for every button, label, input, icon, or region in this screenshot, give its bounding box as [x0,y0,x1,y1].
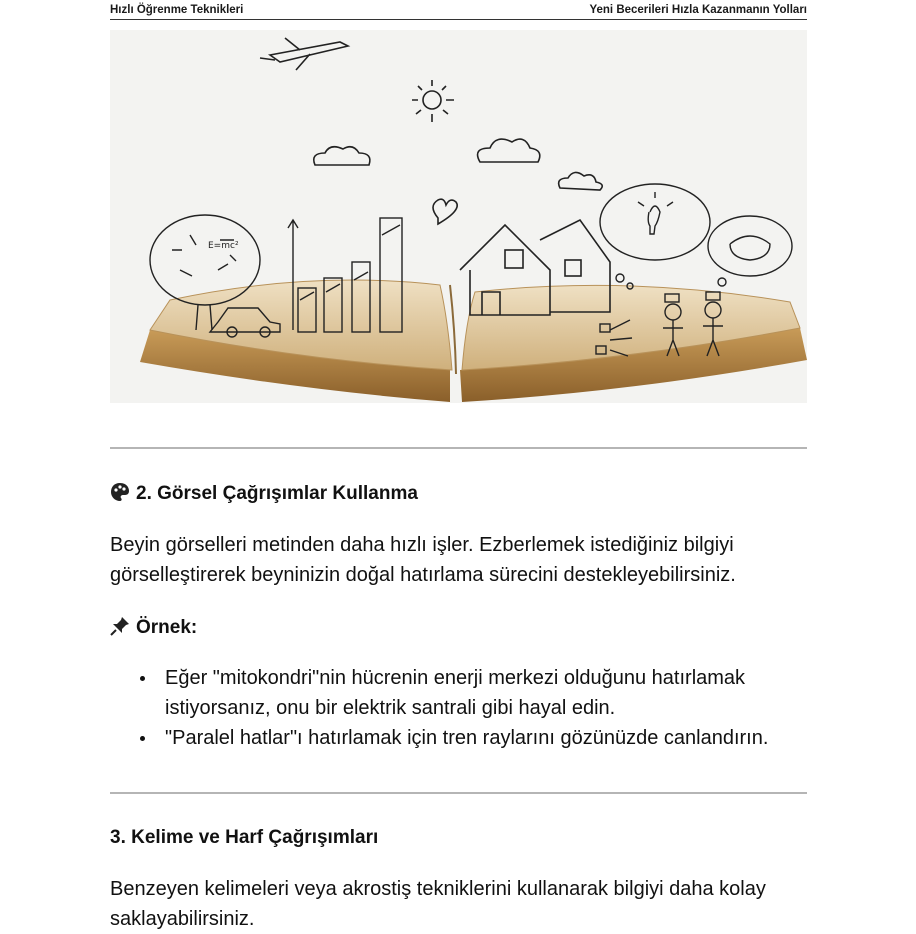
list-item [110,663,807,723]
section-3-title: 3. Kelime ve Harf Çağrışımları [110,827,379,848]
bullet-2-line-1: "Paralel hatlar"ı hatırlamak için tren raylarını gözünüzde canlandırın. [165,727,769,749]
example-bullet-list [110,663,807,753]
list-item [110,723,807,753]
header-left-title: Hızlı Öğrenme Teknikleri [110,4,244,16]
bullet-icon [140,676,145,681]
example-heading [110,616,197,642]
section-3-paragraph-line-2: saklayabilirsiniz. [110,908,255,930]
bullet-icon [140,736,145,741]
bullet-1-line-2: istiyorsanız, onu bir elektrik santrali gibi hayal edin. [165,697,616,719]
section-2-paragraph-line-2: görselleştirerek beyninizin doğal hatırlama sürecini destekleyebilirsiniz. [110,564,736,586]
bullet-1-line-1: Eğer "mitokondri"nin hücrenin enerji merkezi olduğunu hatırlamak [165,667,746,689]
page-header [110,3,807,20]
section-2-heading [110,482,418,508]
section-2-title: 2. Görsel Çağrışımlar Kullanma [136,483,418,504]
section-3-paragraph [110,874,807,934]
palette-icon [110,482,130,508]
header-right-title: Yeni Becerileri Hızla Kazanmanın Yolları [589,4,807,16]
pushpin-icon [110,616,130,642]
section-divider [110,447,807,449]
open-book-illustration [110,30,807,403]
section-2-paragraph-line-1: Beyin görselleri metinden daha hızlı işler. Ezberlemek istediğiniz bilgiyi [110,534,734,556]
section-3-paragraph-line-1: Benzeyen kelimeleri veya akrostiş tekniklerini kullanarak bilgiyi daha kolay [110,878,766,900]
section-3-heading [110,827,378,849]
section-divider [110,792,807,794]
book-doodle-image [110,30,807,403]
example-label: Örnek: [136,617,198,638]
section-2-paragraph [110,530,807,590]
book-label: E=mc² [208,241,239,251]
